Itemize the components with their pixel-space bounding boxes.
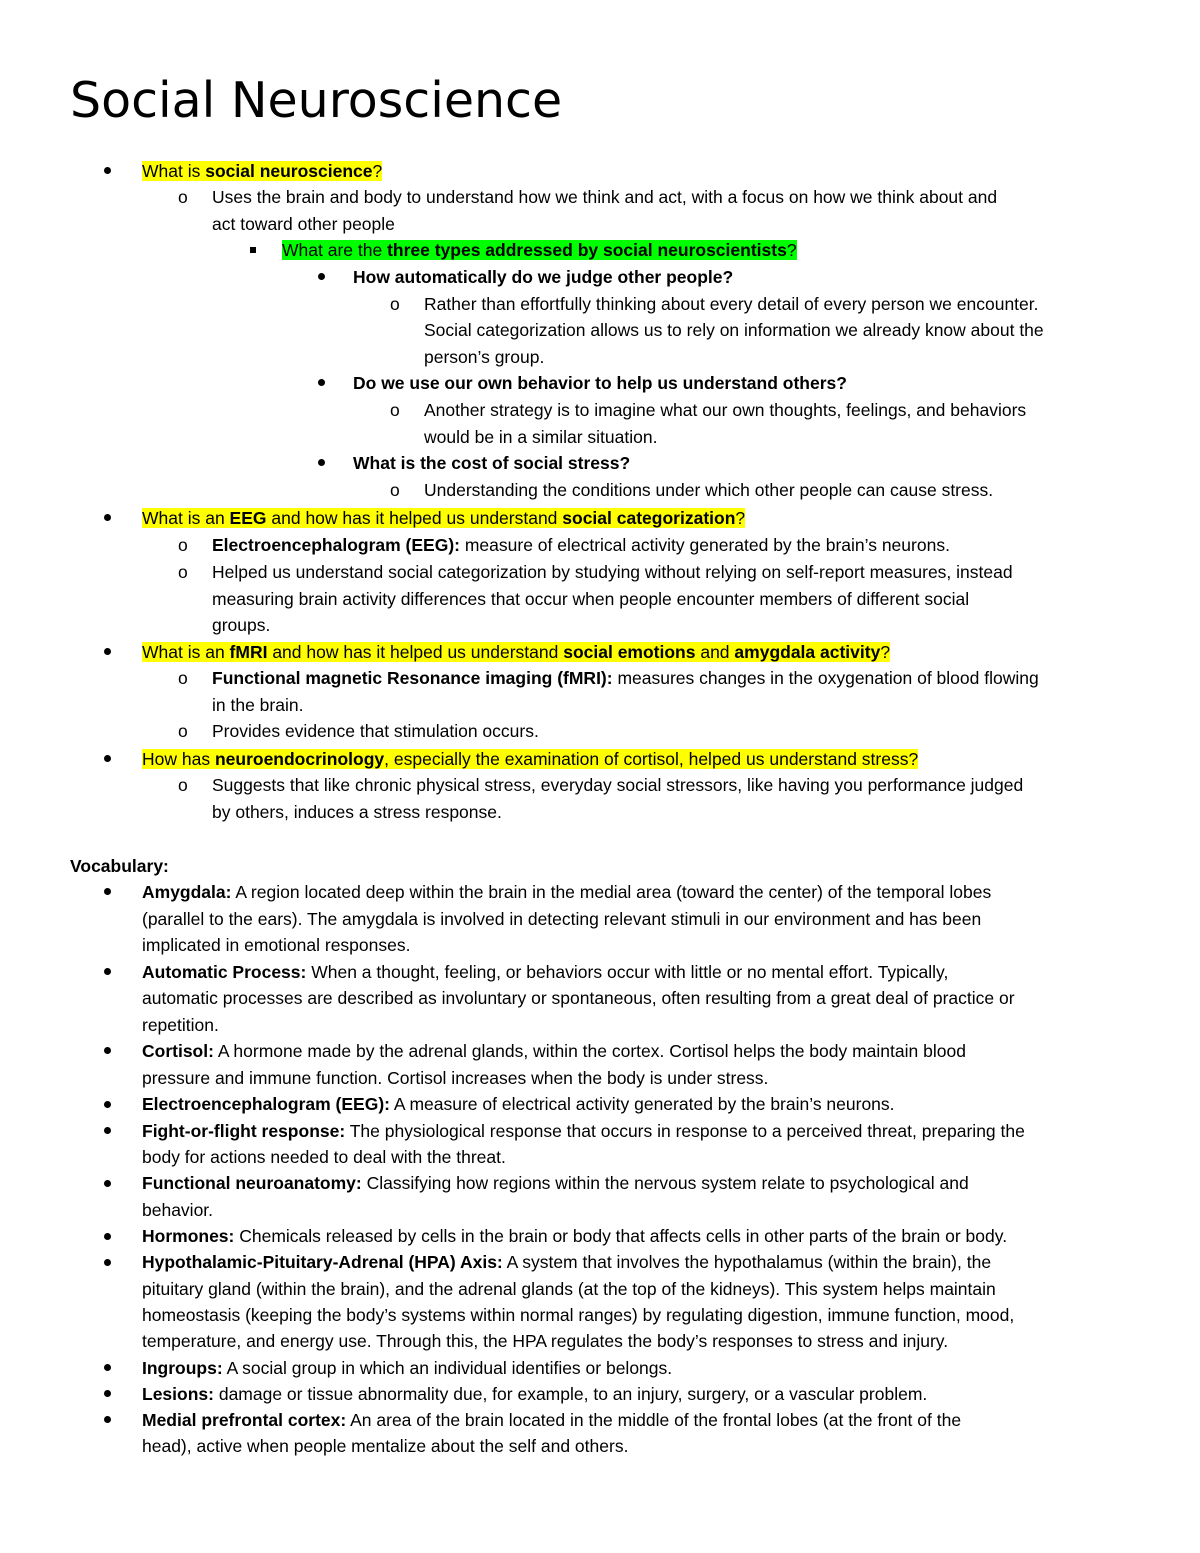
answer-line: Helped us understand social categorization by studying without relying on self-report measures, instead: [212, 562, 1013, 582]
type-answer-line: would be in a similar situation.: [424, 427, 658, 447]
answer-line: measuring brain activity differences that occur when people encounter members of different social: [212, 589, 970, 609]
vocab-line: pressure and immune function. Cortisol increases when the body is under stress.: [142, 1068, 769, 1088]
bullet-icon: [104, 888, 111, 895]
vocab-line: homeostasis (keeping the body’s systems within normal ranges) by regulating digestion, immune function, mood,: [142, 1305, 1015, 1325]
vocab-line: temperature, and energy use. Through this, the HPA regulates the body’s responses to stress and injury.: [142, 1331, 949, 1351]
question-three-types: What are the three types addressed by social neuroscientists?: [282, 240, 797, 260]
bullet-icon: [104, 167, 111, 174]
answer-line: by others, induces a stress response.: [212, 802, 502, 822]
bullet-icon: [104, 648, 111, 655]
sub-bullet-icon: o: [390, 400, 400, 420]
answer-line: Uses the brain and body to understand how we think and act, with a focus on how we think about and: [212, 187, 998, 207]
answer-line: Provides evidence that stimulation occurs.: [212, 721, 539, 741]
answer-line: act toward other people: [212, 214, 395, 234]
bullet-icon: [104, 1416, 111, 1423]
sub-bullet-icon: o: [178, 562, 188, 582]
type-answer-line: Social categorization allows us to rely on information we already know about the: [424, 320, 1044, 340]
vocab-item-hormones: Hormones: Chemicals released by cells in the brain or body that affects cells in other parts of the brain or body.: [142, 1226, 1008, 1246]
page-title: Social Neuroscience: [70, 72, 563, 129]
vocab-line: repetition.: [142, 1015, 219, 1035]
vocab-item-automatic-process: Automatic Process: When a thought, feeling, or behaviors occur with little or no mental effort. Typically,: [142, 962, 949, 982]
vocab-line: implicated in emotional responses.: [142, 935, 411, 955]
sub-bullet-icon: o: [178, 775, 188, 795]
sub-bullet-icon: o: [390, 480, 400, 500]
vocab-item-functional-neuroanatomy: Functional neuroanatomy: Classifying how regions within the nervous system relate to psychological and: [142, 1173, 969, 1193]
type-answer-line: Understanding the conditions under which other people can cause stress.: [424, 480, 994, 500]
answer-line: Functional magnetic Resonance imaging (fMRI): measures changes in the oxygenation of blood flowing: [212, 668, 1039, 688]
answer-line: groups.: [212, 615, 271, 635]
vocab-line: pituitary gland (within the brain), and the adrenal glands (at the top of the kidneys). This system helps maintain: [142, 1279, 996, 1299]
vocab-line: behavior.: [142, 1200, 214, 1220]
type-answer-line: person’s group.: [424, 347, 545, 367]
vocab-line: head), active when people mentalize about the self and others.: [142, 1436, 629, 1456]
answer-line: in the brain.: [212, 695, 304, 715]
vocab-item-hpa-axis: Hypothalamic-Pituitary-Adrenal (HPA) Axis: A system that involves the hypothalamus (within the brain), the: [142, 1252, 992, 1272]
bullet-icon: [104, 1233, 111, 1240]
question-fmri: What is an fMRI and how has it helped us understand social emotions and amygdala activity?: [142, 642, 891, 662]
question-eeg: What is an EEG and how has it helped us understand social categorization?: [142, 508, 746, 528]
vocab-item-eeg: Electroencephalogram (EEG): A measure of electrical activity generated by the brain’s neurons.: [142, 1094, 895, 1114]
vocab-item-ingroups: Ingroups: A social group in which an individual identifies or belongs.: [142, 1358, 673, 1378]
type-question: How automatically do we judge other people?: [353, 267, 734, 287]
vocab-line: body for actions needed to deal with the threat.: [142, 1147, 506, 1167]
vocab-item-cortisol: Cortisol: A hormone made by the adrenal glands, within the cortex. Cortisol helps the body maintain blood: [142, 1041, 966, 1061]
sub-bullet-icon: o: [178, 721, 188, 741]
bullet-icon: [104, 1390, 111, 1397]
vocab-item-fight-or-flight: Fight-or-flight response: The physiological response that occurs in response to a perceived threat, preparing the: [142, 1121, 1025, 1141]
bullet-icon: [104, 968, 111, 975]
bullet-icon: [104, 1101, 111, 1108]
bullet-icon: [104, 1127, 111, 1134]
sub-bullet-icon: o: [178, 187, 188, 207]
type-question: Do we use our own behavior to help us understand others?: [353, 373, 847, 393]
vocab-item-medial-prefrontal-cortex: Medial prefrontal cortex: An area of the brain located in the middle of the frontal lobes (at the front of the: [142, 1410, 962, 1430]
square-bullet-icon: [250, 247, 256, 253]
answer-line: Suggests that like chronic physical stress, everyday social stressors, like having you performance judged: [212, 775, 1024, 795]
question-neuroendocrinology: How has neuroendocrinology, especially the examination of cortisol, helped us understand stress?: [142, 749, 919, 769]
answer-line: Electroencephalogram (EEG): measure of electrical activity generated by the brain’s neurons.: [212, 535, 950, 555]
sub-bullet-icon: o: [178, 535, 188, 555]
bullet-icon: [104, 1180, 111, 1187]
sub-bullet-icon: o: [178, 668, 188, 688]
type-question: What is the cost of social stress?: [353, 453, 631, 473]
type-answer-line: Another strategy is to imagine what our own thoughts, feelings, and behaviors: [424, 400, 1027, 420]
bullet-icon: [318, 459, 325, 466]
bullet-icon: [104, 1364, 111, 1371]
vocabulary-heading: Vocabulary:: [70, 856, 169, 876]
bullet-icon: [104, 1259, 111, 1266]
vocab-line: automatic processes are described as involuntary or spontaneous, often resulting from a great deal of practice or: [142, 988, 1015, 1008]
bullet-icon: [104, 1047, 111, 1054]
question-social-neuroscience: What is social neuroscience?: [142, 161, 383, 181]
sub-bullet-icon: o: [390, 294, 400, 314]
bullet-icon: [104, 755, 111, 762]
bullet-icon: [104, 514, 111, 521]
vocab-item-lesions: Lesions: damage or tissue abnormality due, for example, to an injury, surgery, or a vascular problem.: [142, 1384, 928, 1404]
bullet-icon: [318, 379, 325, 386]
type-answer-line: Rather than effortfully thinking about every detail of every person we encounter.: [424, 294, 1039, 314]
bullet-icon: [318, 273, 325, 280]
vocab-line: (parallel to the ears). The amygdala is involved in detecting relevant stimuli in our environment and has been: [142, 909, 982, 929]
vocab-item-amygdala: Amygdala: A region located deep within the brain in the medial area (toward the center) of the temporal lobes: [142, 882, 992, 902]
